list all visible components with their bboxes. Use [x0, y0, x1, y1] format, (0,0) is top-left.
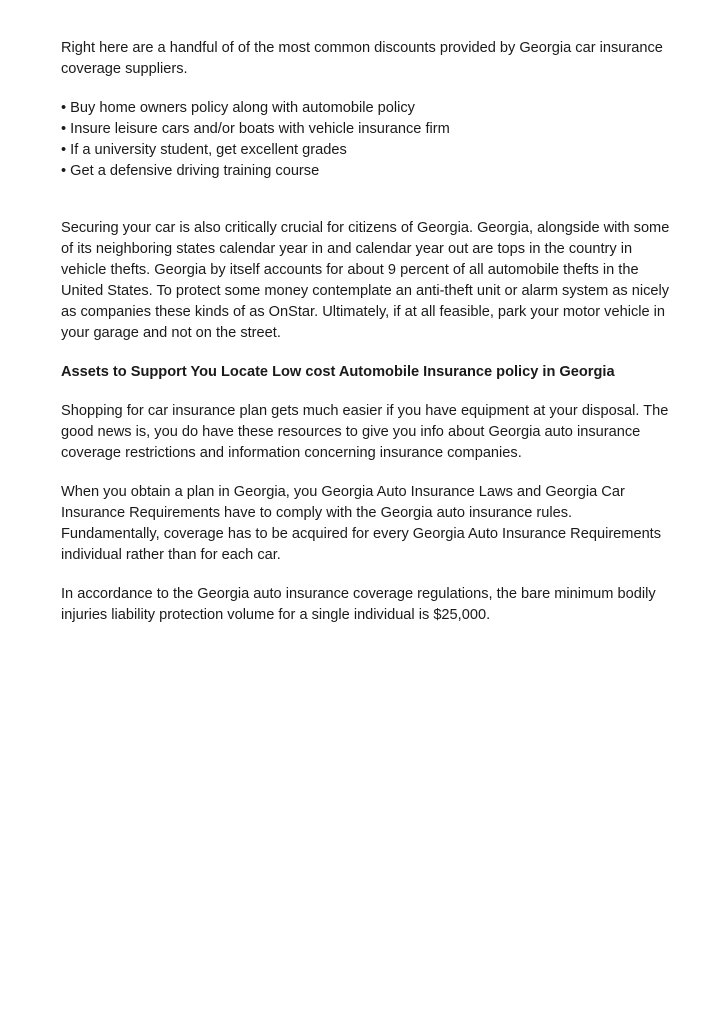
- list-item: • If a university student, get excellent grades: [61, 142, 347, 158]
- section-heading: Assets to Support You Locate Low cost Automobile Insurance policy in Georgia: [61, 364, 615, 380]
- security-paragraph: Securing your car is also critically crucial for citizens of Georgia. Georgia, alongside with some of its neighboring states calendar year in and calendar year out are tops in the country in vehicle thefts. Georgia by itself accounts for about 9 percent of all automobile thefts in the United States. To protect some money contemplate an anti-theft unit or alarm system as nicely as companies these kinds of as OnStar. Ultimately, if at all feasible, park your motor vehicle in your garage and not on the street.: [61, 220, 670, 341]
- document-body: [61, 38, 673, 644]
- list-item: • Get a defensive driving training course: [61, 163, 320, 179]
- list-item: • Buy home owners policy along with automobile policy: [61, 100, 415, 116]
- discount-list: [61, 98, 673, 182]
- intro-paragraph: Right here are a handful of of the most common discounts provided by Georgia car insurance coverage suppliers.: [61, 40, 663, 77]
- minimum-coverage-paragraph: In accordance to the Georgia auto insurance coverage regulations, the bare minimum bodily injuries liability protection volume for a single individual is $25,000.: [61, 586, 656, 623]
- plan-paragraph: When you obtain a plan in Georgia, you Georgia Auto Insurance Laws and Georgia Car Insurance Requirements have to comply with the Georgia auto insurance rules. Fundamentally, coverage has to be acquired for every Georgia Auto Insurance Requirements individual rather than for each car.: [61, 484, 662, 563]
- list-item: • Insure leisure cars and/or boats with vehicle insurance firm: [61, 121, 450, 137]
- shopping-paragraph: Shopping for car insurance plan gets much easier if you have equipment at your disposal. The good news is, you do have these resources to give you info about Georgia auto insurance coverage restrictions and information concerning insurance companies.: [61, 403, 669, 461]
